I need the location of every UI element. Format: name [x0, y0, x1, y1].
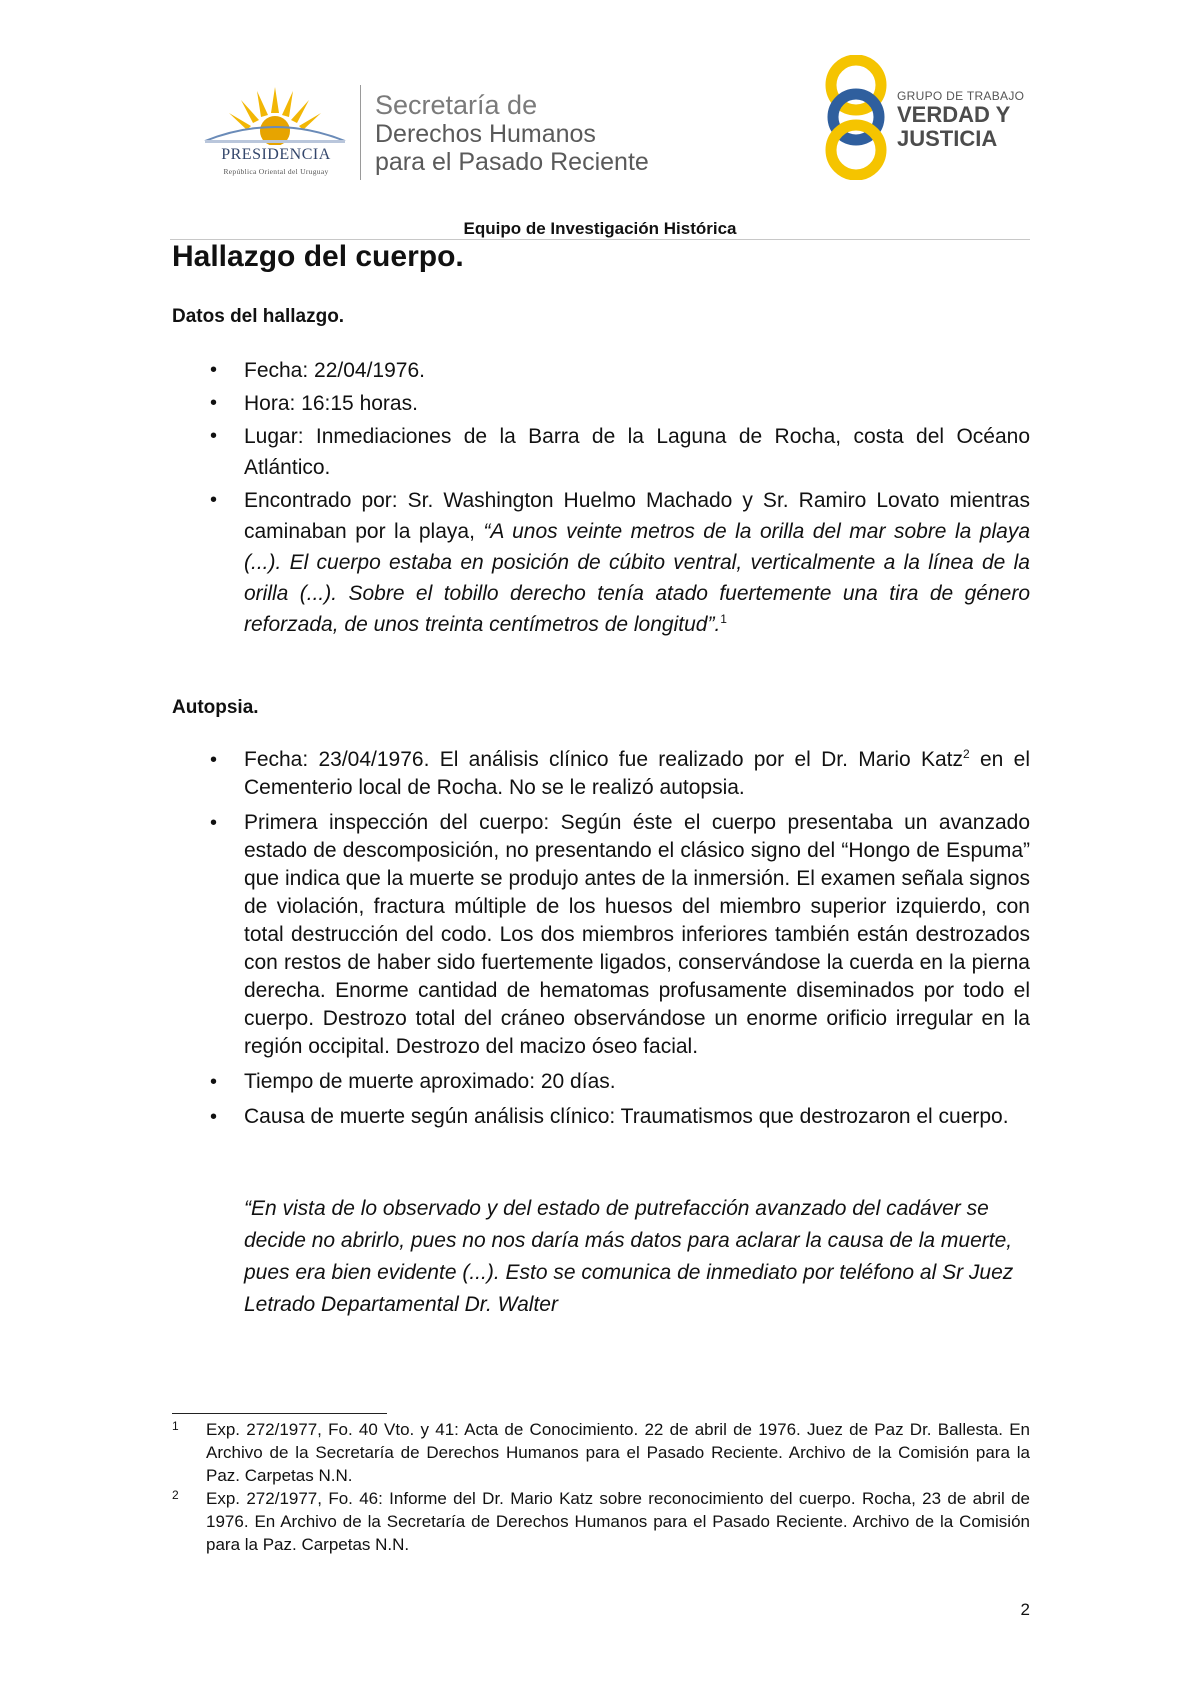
sun-emblem-icon: [195, 83, 355, 145]
footnote-2: [172, 1487, 1030, 1556]
page-number: 2: [1020, 1600, 1030, 1619]
footnotes: [172, 1418, 1030, 1556]
encontrado-text: Encontrado por: Sr. Washington Huelmo Machado y Sr. Ramiro Lovato mientras caminaban por la playa,: [244, 489, 1030, 543]
list-item-encontrado: [172, 485, 1030, 640]
encontrado-quote: “A unos veinte metros de la orilla del mar sobre la playa (...). El cuerpo estaba en posición de cúbito ventral, verticalmente a la línea de la orilla (...). Sobre el tobillo derecho tenía atado fuertemente una tira de género reforzada, de unos treinta centímetros de longitud”.: [244, 520, 1030, 636]
footnote-ref-1: 1: [720, 612, 727, 626]
footnote-separator: [172, 1413, 387, 1414]
section-heading-datos: Datos del hallazgo.: [172, 306, 345, 327]
footnote-text-2: Exp. 272/1977, Fo. 46: Informe del Dr. Mario Katz sobre reconocimiento del cuerpo. Rocha, 23 de abril de 1976. En Archivo de la Secretaría de Derechos Humanos para el Pasado Reciente. Archivo de la Comisión para la Paz. Carpetas N.N.: [206, 1489, 1030, 1554]
fecha-autopsia-text-1: Fecha: 23/04/1976. El análisis clínico fue realizado por el Dr. Mario Katz: [244, 748, 964, 771]
footnote-text-1: Exp. 272/1977, Fo. 40 Vto. y 41: Acta de Conocimiento. 22 de abril de 1976. Juez de Paz Dr. Ballesta. En Archivo de la Secretaría de Derechos Humanos para el Pasado Reciente. Archivo de la Comisión para la Paz. Carpetas N.N.: [206, 1420, 1030, 1485]
list-item-fecha: • Fecha: 22/04/1976.: [172, 355, 1030, 386]
list-item-fecha-autopsia: [172, 746, 1030, 802]
list-item-hora: • Hora: 16:15 horas.: [172, 388, 1030, 419]
page-title: Hallazgo del cuerpo.: [172, 240, 464, 273]
grupo-verdad-justicia-rings-icon: [821, 55, 891, 180]
footnote-ref-2: 2: [963, 747, 970, 761]
section-heading-autopsia: Autopsia.: [172, 697, 259, 718]
secretaria-logo-text: [375, 90, 649, 176]
autopsia-list: [172, 746, 1030, 1138]
footnote-number-1: 1: [172, 1419, 179, 1433]
presidencia-title: PRESIDENCIA: [221, 146, 331, 163]
list-item-tiempo-muerte: • Tiempo de muerte aproximado: 20 días.: [172, 1068, 1030, 1096]
grupo-line-1: GRUPO DE TRABAJO: [897, 89, 1025, 103]
datos-list: [172, 355, 1030, 642]
presidencia-subtitle: República Oriental del Uruguay: [223, 167, 329, 176]
list-item-inspeccion: • Primera inspección del cuerpo: Según éste el cuerpo presentaba un avanzado estado de descomposición, no presentando el clásico signo del “Hongo de Espuma” que indica que la muerte se produjo antes de la inmersión. El examen señala signos de violación, fractura múltiple de los huesos del miembro superior izquierdo, con total destrucción del codo. Los dos miembros inferiores también están destrozados con restos de haber sido fuertemente ligados, conservándose la cuerda en la pierna derecha. Enorme cantidad de hematomas profusamente diseminados por todo el cuerpo. Destrozo total del cráneo observándose un enorme orificio irregular en la región occipital. Destrozo del macizo óseo facial.: [172, 809, 1030, 1061]
list-item-causa-muerte: • Causa de muerte según análisis clínico: Traumatismos que destrozaron el cuerpo.: [172, 1103, 1030, 1131]
autopsia-quote: “En vista de lo observado y del estado de putrefacción avanzado del cadáver se decide no abrirlo, pues no nos daría más datos para aclarar la causa de la muerte, pues era bien evidente (...). Esto se comunica de inmediato por teléfono al Sr Juez Letrado Departamental Dr. Walter: [244, 1197, 1014, 1316]
secretaria-line-3: para el Pasado Reciente: [375, 148, 649, 176]
footnote-1: [172, 1418, 1030, 1487]
team-heading: Equipo de Investigación Histórica: [463, 219, 737, 238]
footnote-number-2: 2: [172, 1488, 179, 1502]
list-item-lugar: • Lugar: Inmediaciones de la Barra de la Laguna de Rocha, costa del Océano Atlántico.: [172, 421, 1030, 483]
grupo-verdad-justicia-text: [897, 89, 1024, 151]
grupo-line-3: JUSTICIA: [897, 126, 998, 151]
secretaria-line-2: Derechos Humanos: [375, 120, 596, 148]
presidencia-logo: [195, 83, 355, 183]
header-divider: [360, 85, 361, 180]
secretaria-line-1: Secretaría de: [375, 90, 538, 120]
grupo-line-2: VERDAD Y: [897, 102, 1011, 127]
page-header: [195, 55, 1035, 185]
fecha-autopsia-text-2: en el Cementerio local de Rocha. No se le realizó autopsia.: [244, 748, 1030, 799]
